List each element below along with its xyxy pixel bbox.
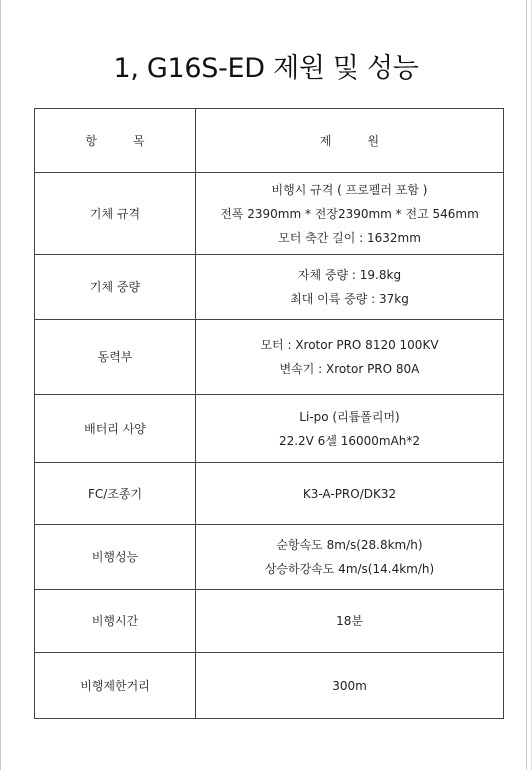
header-spec [196, 109, 504, 173]
header-spec-char-2: 원 [367, 133, 380, 148]
value-line: 전폭 2390mm * 전장2390mm * 전고 546mm [220, 206, 479, 221]
value-line: 22.2V 6셀 16000mAh*2 [278, 433, 421, 448]
table-row [35, 463, 504, 525]
value-line: Li-po (리튬폴리머) [299, 409, 400, 424]
row-value [196, 590, 504, 653]
page-edge-left [0, 0, 1, 770]
value-line: K3-A-PRO/DK32 [302, 486, 397, 501]
row-value [196, 173, 504, 255]
row-value [196, 395, 504, 463]
row-label: 기체 규격 [35, 173, 196, 255]
spec-table [34, 108, 504, 719]
value-line: 상승하강속도 4m/s(14.4km/h) [264, 562, 435, 576]
row-label: FC/조종기 [35, 463, 196, 525]
header-spec-char-1: 제 [319, 133, 332, 148]
row-value [196, 320, 504, 395]
value-line: 300m [332, 678, 367, 693]
value-line: 최대 이륙 중량 : 37kg [290, 292, 409, 306]
row-value [196, 463, 504, 525]
table-header-row [35, 109, 504, 173]
row-label: 배터리 사양 [35, 395, 196, 463]
table-row [35, 173, 504, 255]
header-item-char-1: 항 [85, 133, 97, 148]
table-row [35, 320, 504, 395]
header-item [35, 109, 196, 173]
table-row [35, 590, 504, 653]
value-line: 18분 [336, 614, 363, 628]
row-label: 비행제한거리 [35, 653, 196, 719]
table-row [35, 525, 504, 590]
value-line: 변속기 : Xrotor PRO 80A [279, 362, 420, 376]
page-edge-right [526, 0, 527, 770]
document-title: 1, G16S-ED 제원 및 성능 [113, 53, 419, 84]
row-value [196, 653, 504, 719]
row-label: 비행시간 [35, 590, 196, 653]
row-value [196, 255, 504, 320]
value-line: 모터 : Xrotor PRO 8120 100KV [260, 338, 439, 352]
row-value [196, 525, 504, 590]
row-label: 기체 중량 [35, 255, 196, 320]
table-row [35, 395, 504, 463]
value-line: 순항속도 8m/s(28.8km/h) [276, 538, 423, 552]
table-row [35, 255, 504, 320]
value-line: 자체 중량 : 19.8kg [297, 268, 402, 282]
table-row [35, 653, 504, 719]
row-label: 동력부 [35, 320, 196, 395]
value-line: 비행시 규격 ( 프로펠러 포함 ) [271, 182, 428, 197]
row-label: 비행성능 [35, 525, 196, 590]
header-item-char-2: 목 [133, 133, 145, 148]
value-line: 모터 축간 길이 : 1632mm [278, 230, 421, 245]
